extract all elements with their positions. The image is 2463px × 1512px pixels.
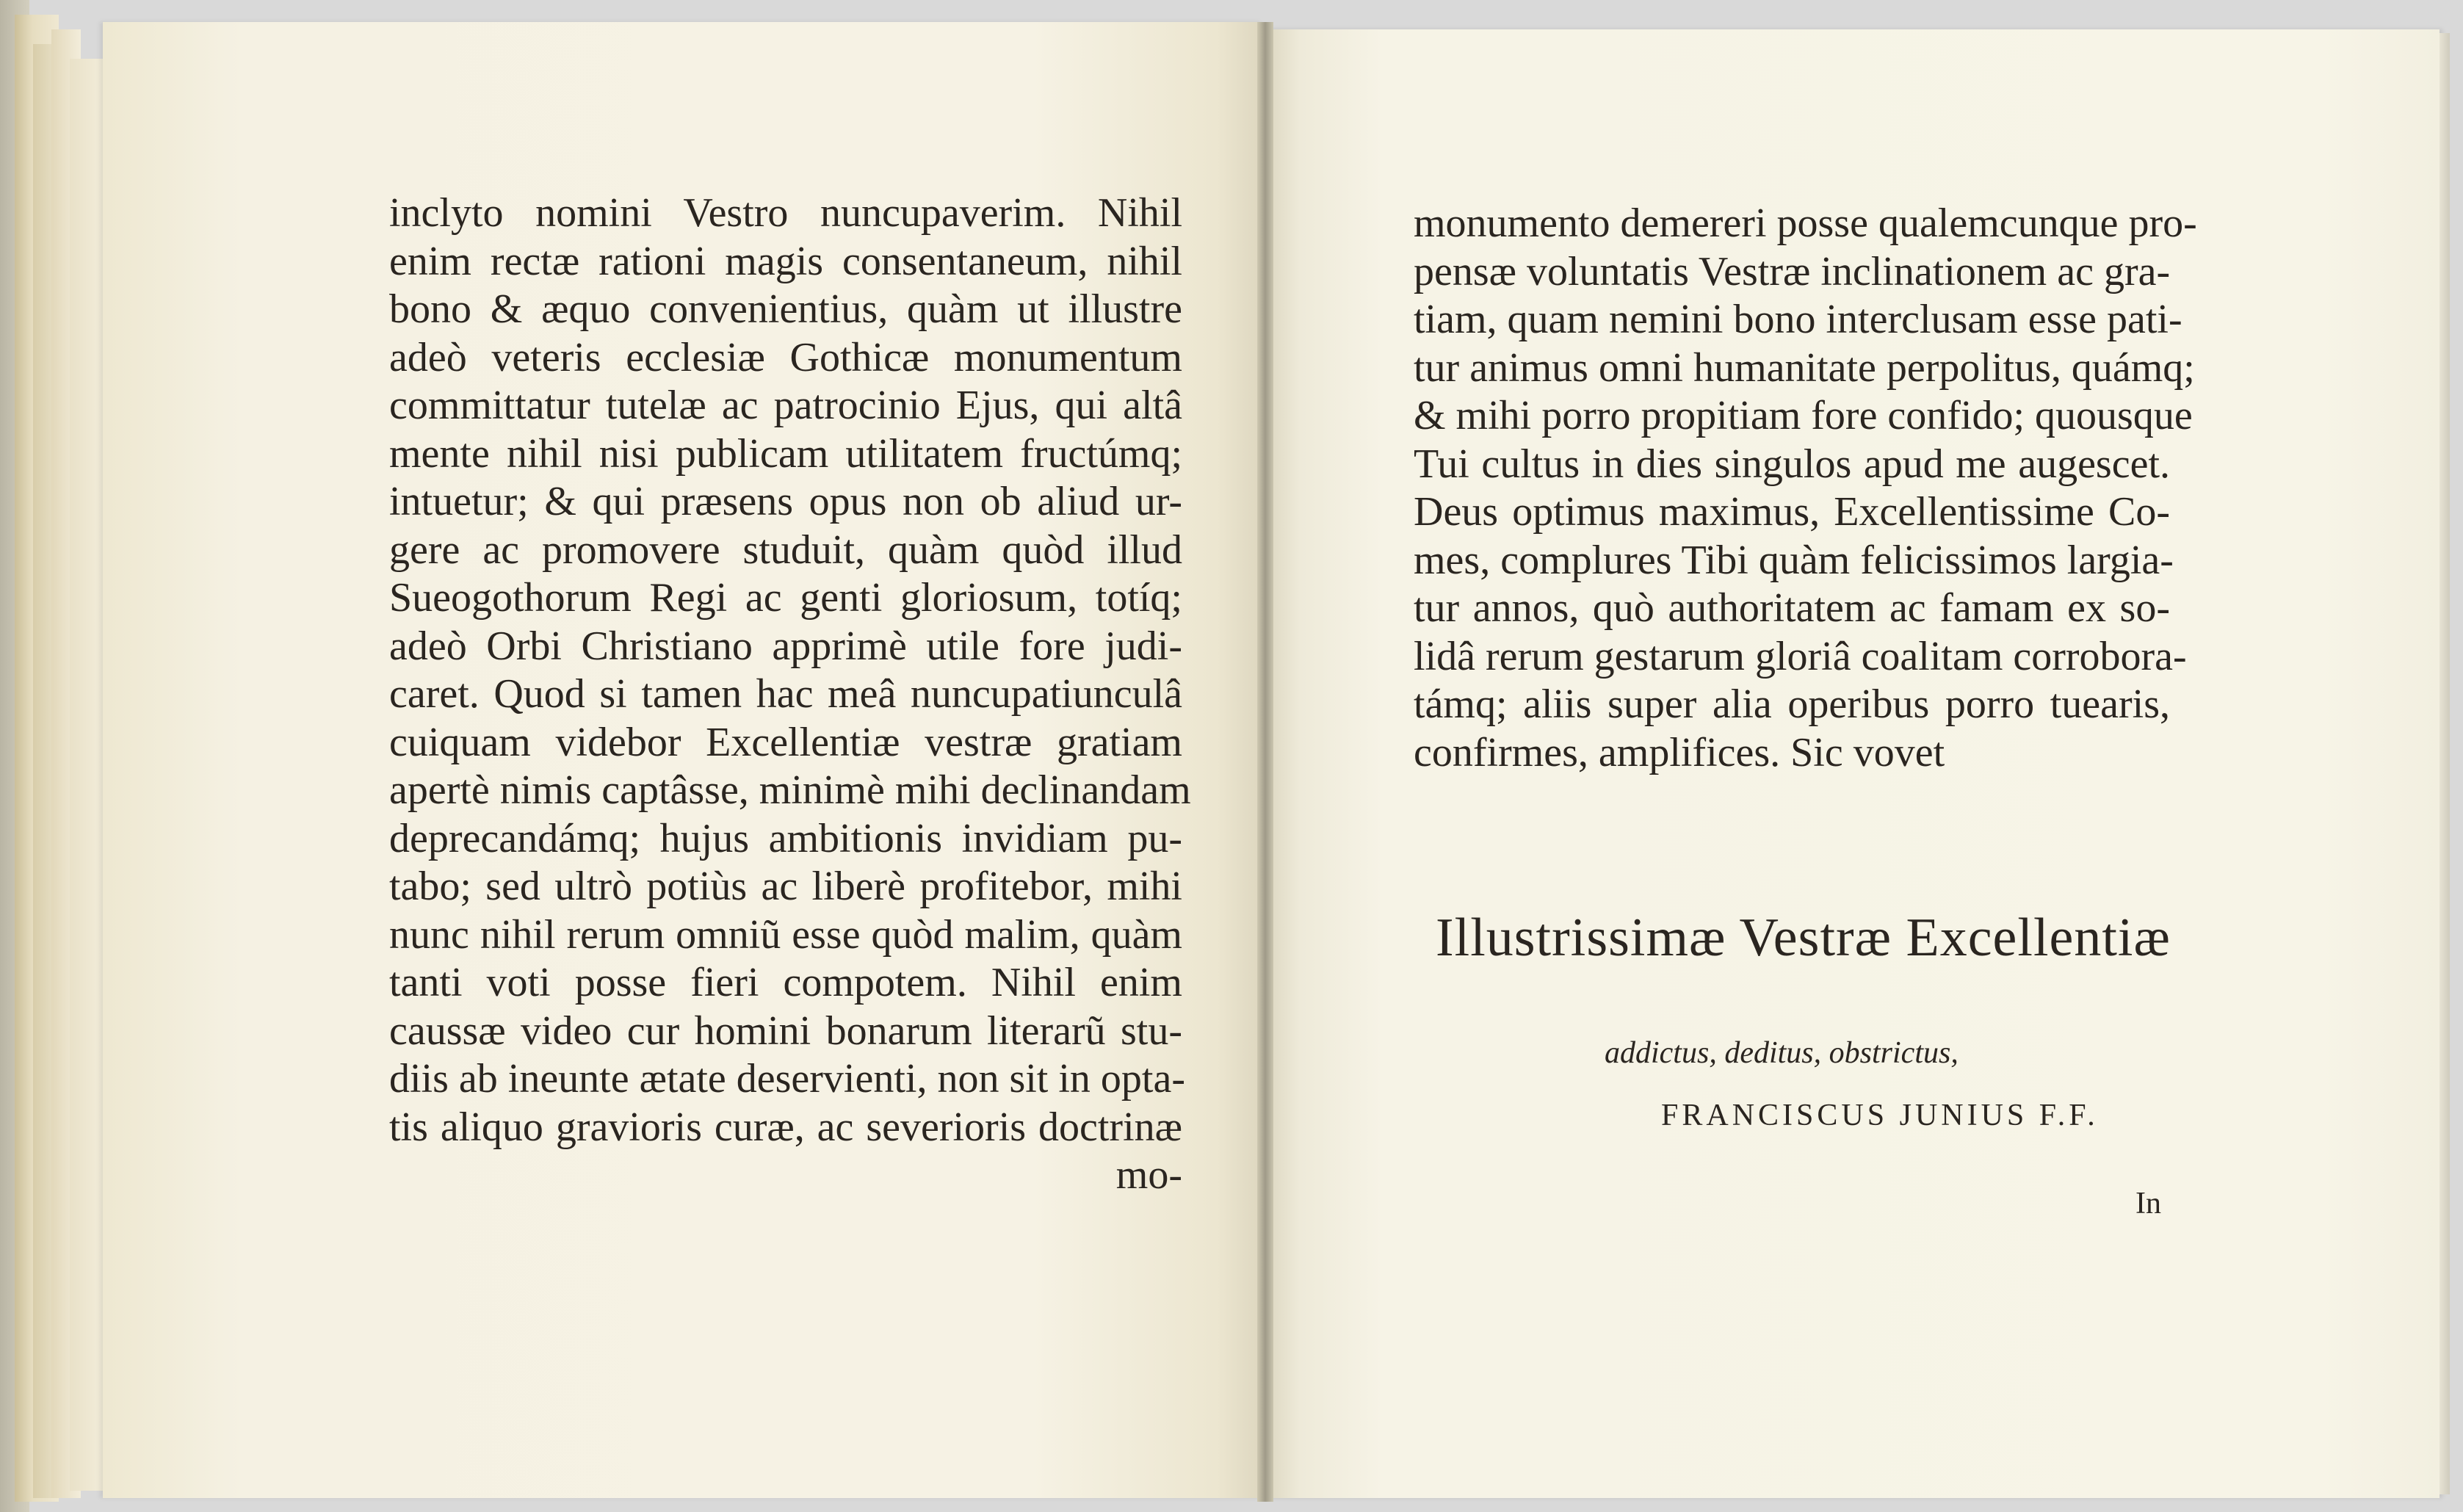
text-line: támq; aliis super alia operibus porro tuearis, <box>1414 681 2170 727</box>
text-line: mes, complures Tibi quàm felicissimos largia- <box>1414 537 2174 583</box>
text-line: tanti voti posse fieri compotem. Nihil enim <box>389 960 1182 1005</box>
text-line: committatur tutelæ ac patrocinio Ejus, qui altâ <box>389 383 1182 428</box>
text-line: tur annos, quò authoritatem ac famam ex so- <box>1414 585 2170 631</box>
text-line: adeò veteris ecclesiæ Gothicæ monumentum <box>389 334 1182 380</box>
text-line: inclyto nomini Vestro nuncupaverim. Nihil <box>389 190 1182 236</box>
text-line: caussæ video cur homini bonarum literarũ stu- <box>389 1008 1182 1054</box>
text-line: Tui cultus in dies singulos apud me augescet. <box>1414 441 2170 487</box>
text-line: bono & æquo convenientius, quàm ut illustre <box>389 286 1182 332</box>
text-line: nunc nihil rerum omniũ esse quòd malim, quàm <box>389 911 1182 958</box>
text-line: tur animus omni humanitate perpolitus, quámq; <box>1414 344 2195 391</box>
text-line: enim rectæ rationi magis consentaneum, nihil <box>389 238 1182 284</box>
text-line: intuetur; & qui præsens opus non ob aliud ur- <box>389 479 1182 524</box>
text-line: mente nihil nisi publicam utilitatem fructúmq; <box>389 430 1182 477</box>
text-line: gere ac promovere studuit, quàm quòd illud <box>389 527 1182 573</box>
text-line: diis ab ineunte ætate deservienti, non sit in opta- <box>389 1056 1185 1102</box>
closing-salutation: Illustrissimæ Vestræ Excellentiæ <box>1436 908 2171 968</box>
right-page-edge <box>2440 33 2450 1494</box>
text-line: lidâ rerum gestarum gloriâ coalitam corrobora- <box>1414 633 2187 679</box>
closing-addictus: addictus, deditus, obstrictus, <box>1605 1036 1959 1070</box>
text-line: confirmes, amplifices. Sic vovet <box>1414 729 1945 775</box>
text-line: Sueogothorum Regi ac genti gloriosum, totíq; <box>389 575 1182 621</box>
text-line: & mihi porro propitiam fore confido; quousque <box>1414 393 2193 438</box>
text-line: pensæ voluntatis Vestræ inclinationem ac gra- <box>1414 248 2171 294</box>
left-page-catchword: mo- <box>1115 1152 1182 1198</box>
author-signature: FRANCISCUS JUNIUS F.F. <box>1661 1099 2099 1132</box>
text-line: adeò Orbi Christiano apprimè utile fore judi- <box>389 623 1182 669</box>
text-line: cuiquam videbor Excellentiæ vestræ gratiam <box>389 719 1182 765</box>
text-line: tis aliquo gravioris curæ, ac severioris doctrinæ <box>389 1104 1182 1150</box>
right-page-body-text <box>1414 200 2197 777</box>
text-line: caret. Quod si tamen hac meâ nuncupatiunculâ <box>389 671 1182 717</box>
book-gutter <box>1257 22 1273 1502</box>
text-line: tabo; sed ultrò potiùs ac liberè profitebor, mihi <box>389 864 1182 909</box>
left-page-body-text <box>389 189 1191 1200</box>
text-line: Deus optimus maximus, Excellentissime Co- <box>1414 489 2170 535</box>
right-page-catchword: In <box>2135 1187 2161 1220</box>
text-line: tiam, quam nemini bono interclusam esse pati- <box>1414 297 2182 342</box>
text-line: apertè nimis captâsse, minimè mihi declinandam <box>389 767 1191 813</box>
text-line: monumento demereri posse qualemcunque pro- <box>1414 200 2197 246</box>
text-line: deprecandámq; hujus ambitionis invidiam pu- <box>389 815 1182 861</box>
